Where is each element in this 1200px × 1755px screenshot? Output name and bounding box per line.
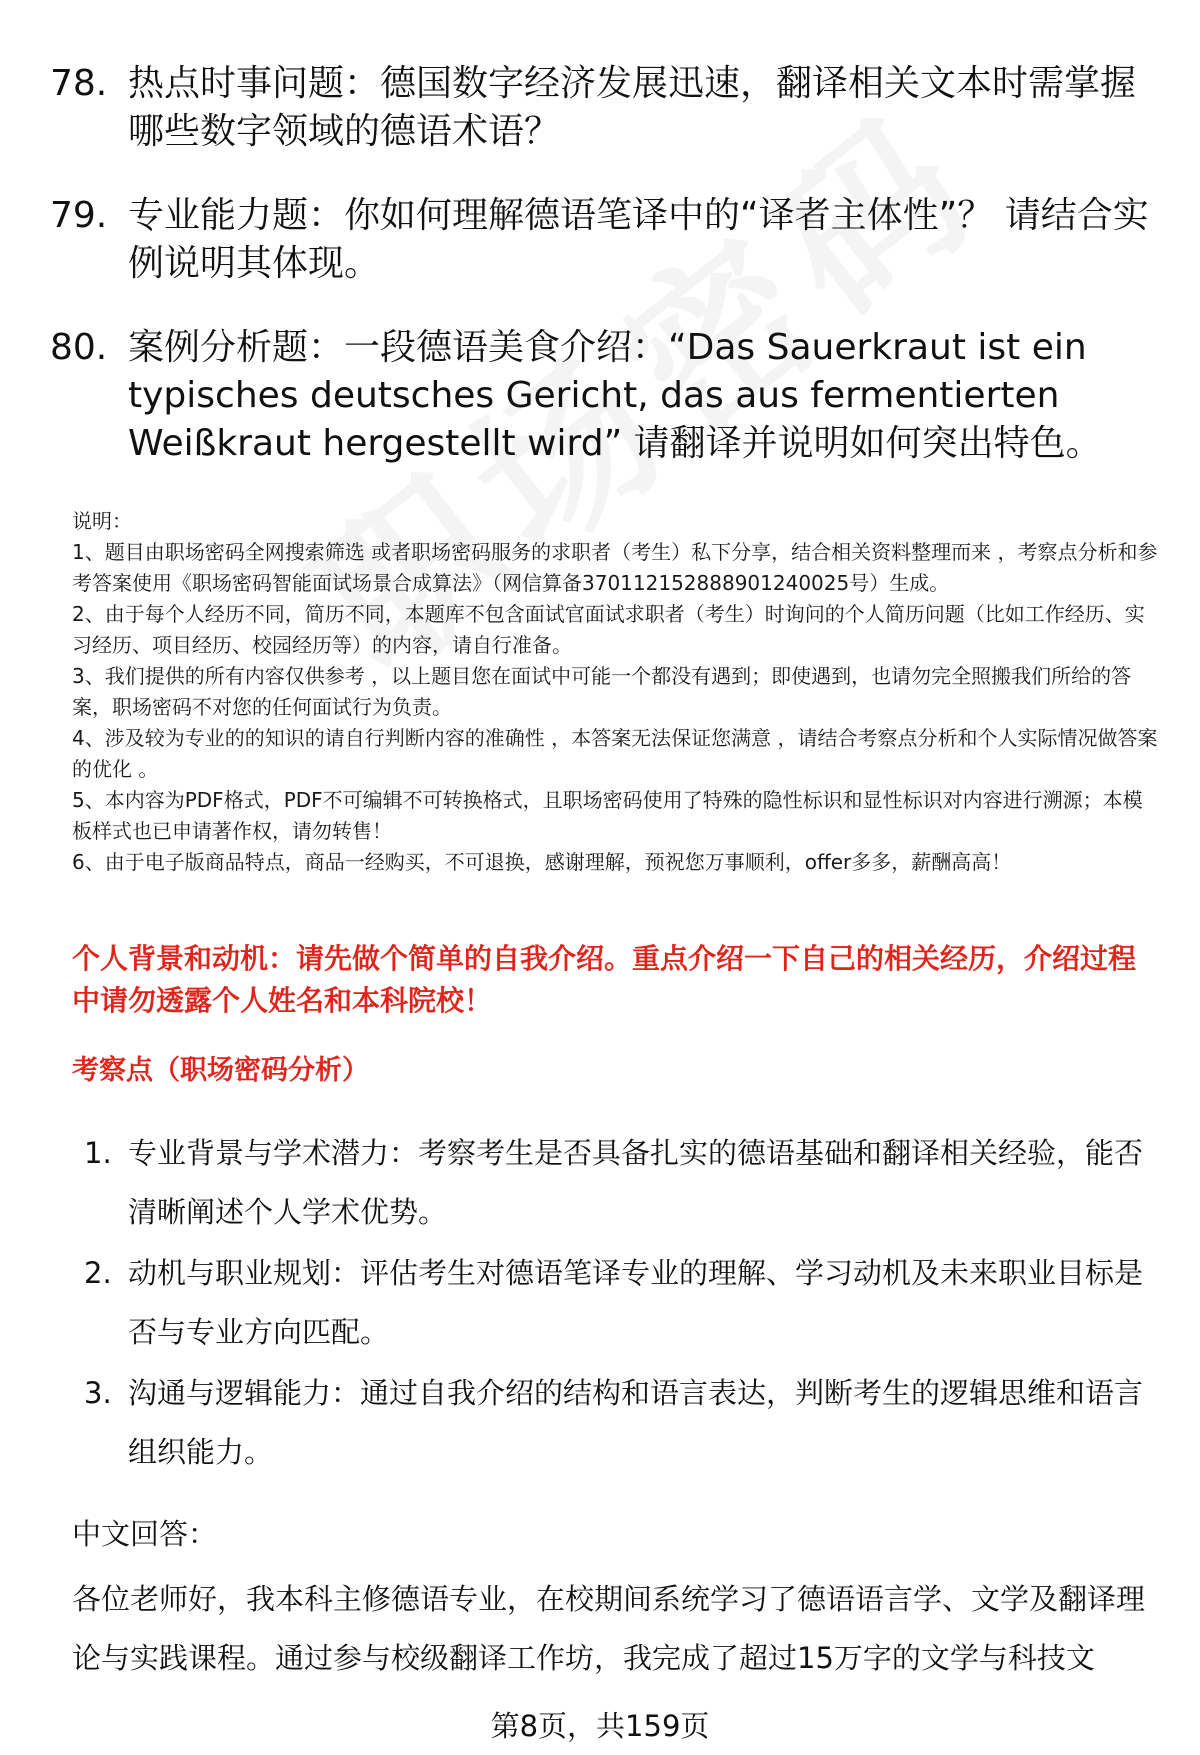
chinese-answer-label: 中文回答： xyxy=(72,1517,218,1551)
question-text: 专业能力题：你如何理解德语笔译中的“译者主体性”？ 请结合实例说明其体现。 xyxy=(128,195,1149,284)
note-item: 3、我们提供的所有内容仅供参考 ，以上题目您在面试中可能一个都没有遇到；即使遇到，也请勿完全照搬我们所给的答案，职场密码不对您的任何面试行为负责。 xyxy=(72,664,1132,719)
focus-point-number: 3. xyxy=(84,1376,112,1410)
question-number: 80. xyxy=(50,327,108,368)
question-number: 78. xyxy=(50,63,108,104)
focus-point-number: 1. xyxy=(84,1136,112,1170)
question-79 xyxy=(50,192,1160,288)
focus-point-number: 2. xyxy=(84,1256,112,1290)
note-item: 5、本内容为PDF格式，PDF不可编辑不可转换格式，且职场密码使用了特殊的隐性标识和显性标识对内容进行溯源；本模板样式也已申请著作权，请勿转售！ xyxy=(72,788,1143,843)
note-item: 1、题目由职场密码全网搜索筛选 或者职场密码服务的求职者（考生）私下分享，结合相关资料整理而来 ，考察点分析和参考答案使用《职场密码智能面试场景合成算法》（网信算备370112152888901240025号）生成。 xyxy=(72,540,1158,595)
focus-point-text: 沟通与逻辑能力：通过自我介绍的结构和语言表达，判断考生的逻辑思维和语言组织能力。 xyxy=(128,1376,1144,1469)
focus-points-heading: 考察点（职场密码分析） xyxy=(72,1055,369,1086)
question-80 xyxy=(50,324,1160,468)
focus-point-text: 动机与职业规划：评估考生对德语笔译专业的理解、学习动机及未来职业目标是否与专业方向匹配。 xyxy=(128,1256,1144,1349)
note-item: 2、由于每个人经历不同，简历不同，本题库不包含面试官面试求职者（考生）时询问的个人简历问题（比如工作经历、实习经历、项目经历、校园经历等）的内容，请自行准备。 xyxy=(72,602,1145,657)
question-text: 热点时事问题：德国数字经济发展迅速，翻译相关文本时需掌握哪些数字领域的德语术语？ xyxy=(128,63,1137,152)
question-number: 79. xyxy=(50,195,108,236)
page-footer: 第8页，共159页 xyxy=(490,1709,710,1743)
notes-title: 说明： xyxy=(72,509,132,533)
question-text: 案例分析题：一段德语美食介绍：“Das Sauerkraut ist ein typisches deutsches Gericht, das aus fermentierten Weißkraut hergestellt wird” 请翻译并说明如何突出特色。 xyxy=(128,327,1102,464)
focus-point xyxy=(72,1124,1162,1242)
focus-point xyxy=(72,1364,1162,1482)
focus-point xyxy=(72,1244,1162,1362)
focus-point-text: 专业背景与学术潜力：考察考生是否具备扎实的德语基础和翻译相关经验，能否清晰阐述个人学术优势。 xyxy=(128,1136,1144,1229)
focus-points-list xyxy=(72,1124,1162,1484)
note-item: 6、由于电子版商品特点，商品一经购买，不可退换，感谢理解，预祝您万事顺利，offer多多，薪酬高高！ xyxy=(72,850,1012,874)
chinese-answer-text: 各位老师好，我本科主修德语专业，在校期间系统学习了德语语言学、文学及翻译理论与实践课程。通过参与校级翻译工作坊，我完成了超过15万字的文学与科技文 xyxy=(72,1582,1146,1675)
background-question-heading: 个人背景和动机：请先做个简单的自我介绍。重点介绍一下自己的相关经历，介绍过程中请勿透露个人姓名和本科院校！ xyxy=(72,942,1137,1017)
question-78 xyxy=(50,60,1160,156)
note-item: 4、涉及较为专业的的知识的请自行判断内容的准确性 ，本答案无法保证您满意 ，请结合考察点分析和个人实际情况做答案的优化 。 xyxy=(72,726,1158,781)
disclaimer-notes xyxy=(72,506,1162,878)
